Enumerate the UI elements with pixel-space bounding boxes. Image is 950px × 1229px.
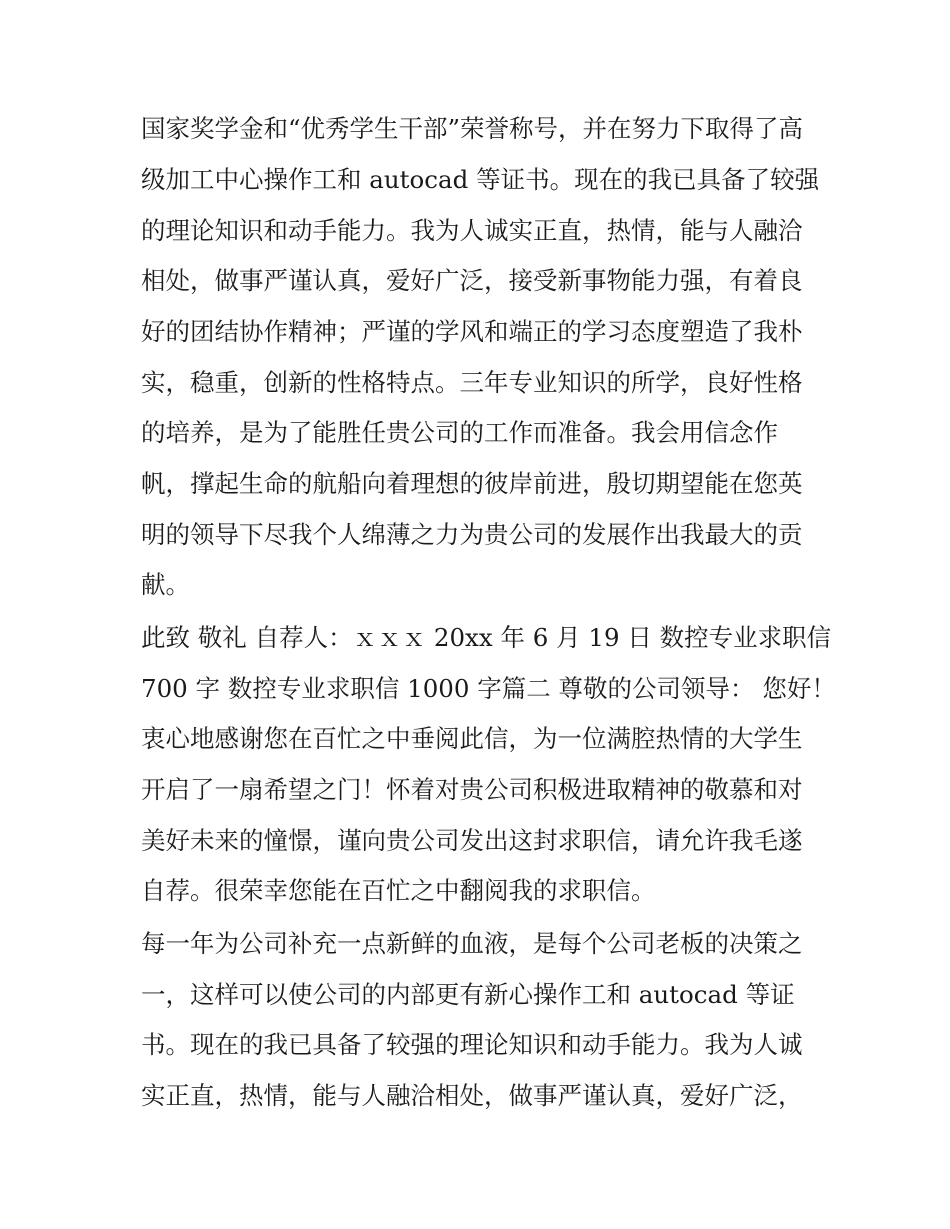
text-line: 相处，做事严谨认真，爱好广泛，接受新事物能力强，有着良 xyxy=(141,266,803,295)
text-line: 级加工中心操作工和 autocad 等证书。现在的我已具备了较强 xyxy=(141,165,820,194)
text-line: 国家奖学金和“优秀学生干部”荣誉称号，并在努力下取得了高 xyxy=(141,114,804,143)
text-line: 自荐。很荣幸您能在百忙之中翻阅我的求职信。 xyxy=(141,876,656,905)
text-line: 帆，撑起生命的航船向着理想的彼岸前进，殷切期望能在您英 xyxy=(141,469,803,498)
text-line: 实，稳重，创新的性格特点。三年专业知识的所学，良好性格 xyxy=(141,368,803,397)
text-line: 明的领导下尽我个人绵薄之力为贵公司的发展作出我最大的贡 xyxy=(141,520,803,549)
text-line: 献。 xyxy=(141,570,190,599)
text-line: 的理论知识和动手能力。我为人诚实正直，热情，能与人融洽 xyxy=(141,216,803,245)
text-line: 衷心地感谢您在百忙之中垂阅此信，为一位满腔热情的大学生 xyxy=(141,724,803,753)
text-line: 实正直，热情，能与人融洽相处，做事严谨认真，爱好广泛， xyxy=(141,1081,803,1110)
text-line: 700 字 数控专业求职信 1000 字篇二 尊敬的公司领导： 您好！ xyxy=(141,674,836,703)
text-line: 每一年为公司补充一点新鲜的血液，是每个公司老板的决策之 xyxy=(141,929,803,958)
text-line: 美好未来的憧憬，谨向贵公司发出这封求职信，请允许我毛遂 xyxy=(141,826,803,855)
text-line: 好的团结协作精神；严谨的学风和端正的学习态度塑造了我朴 xyxy=(141,317,803,346)
text-line: 此致 敬礼 自荐人：ｘｘｘ 20xx 年 6 月 19 日 数控专业求职信 xyxy=(141,623,832,652)
text-line: 开启了一扇希望之门！怀着对贵公司积极进取精神的敬慕和对 xyxy=(141,775,803,804)
text-line: 的培养，是为了能胜任贵公司的工作而准备。我会用信念作 xyxy=(141,418,778,447)
text-line: 一，这样可以使公司的内部更有新心操作工和 autocad 等证 xyxy=(141,980,795,1009)
text-line: 书。现在的我已具备了较强的理论知识和动手能力。我为人诚 xyxy=(141,1030,803,1059)
